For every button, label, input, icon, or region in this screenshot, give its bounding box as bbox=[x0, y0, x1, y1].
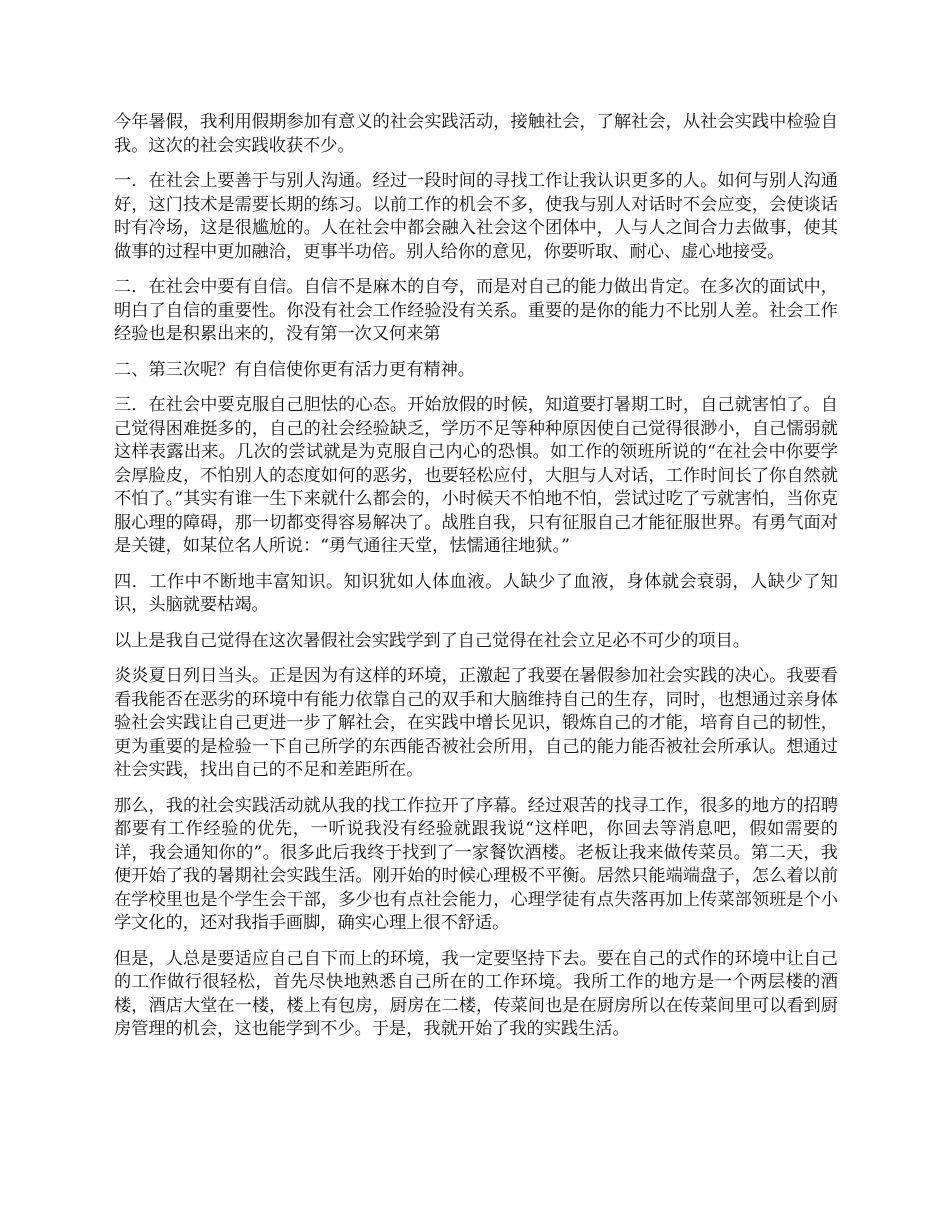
paragraph-motivation: 炎炎夏日列日当头。正是因为有这样的环境，正激起了我要在暑假参加社会实践的决心。我要看看我能否在恶劣的环境中有能力依靠自己的双手和大脑维持自己的生存，同时，也想通过亲身体验社会实践让自己更进一步了解社会，在实践中增长见识，锻炼自己的才能，培育自己的韧性，更为重要的是检验一下自己所学的东西能否被社会所用，自己的能力能否被社会所承认。想通过社会实践，找出自己的不足和差距所在。 bbox=[114, 666, 838, 780]
paragraph-point-1: 一．在社会上要善于与别人沟通。经过一段时间的寻找工作让我认识更多的人。如何与别人沟通好，这门技术是需要长期的练习。以前工作的机会不多，使我与别人对话时不会应变，会使谈话时有冷场，这是很尴尬的。人在社会中都会融入社会这个团体中，人与人之间合力去做事，使其做事的过程中更加融洽，更事半功倍。别人给你的意见，你要听取、耐心、虚心地接受。 bbox=[114, 171, 838, 262]
paragraph-point-4: 四．工作中不断地丰富知识。知识犹如人体血液。人缺少了血液，身体就会衰弱，人缺少了知识，头脑就要枯竭。 bbox=[114, 571, 838, 615]
paragraph-intro: 今年暑假，我利用假期参加有意义的社会实践活动，接触社会，了解社会，从社会实践中检验自我。这次的社会实践收获不少。 bbox=[114, 112, 838, 156]
paragraph-summary: 以上是我自己觉得在这次暑假社会实践学到了自己觉得在社会立足必不可少的项目。 bbox=[114, 630, 750, 651]
paragraph-job-search: 那么，我的社会实践活动就从我的找工作拉开了序幕。经过艰苦的找寻工作，很多的地方的招聘都要有工作经验的优先，一听说我没有经验就跟我说“这样吧，你回去等消息吧，假如需要的详，我会通知你的”。很多此后我终于找到了一家餐饮酒楼。老板让我来做传菜员。第二天，我便开始了我的暑期社会实践生活。刚开始的时候心理极不平衡。居然只能端端盘子，怎么着以前在学校里也是个学生会干部，多少也有点社会能力，心理学徒有点失落再加上传菜部领班是个小学文化的，还对我指手画脚，确实心理上很不舒适。 bbox=[114, 795, 838, 933]
document-body bbox=[114, 111, 838, 1054]
paragraph-point-3: 三．在社会中要克服自己胆怯的心态。开始放假的时候，知道要打暑期工时，自己就害怕了。自己觉得困难挺多的，自己的社会经验缺乏，学历不足等种种原因使自己觉得很渺小，自己懦弱就这样表露出来。几次的尝试就是为克服自己内心的恐惧。如工作的领班所说的“在社会中你要学会厚脸皮，不怕别人的态度如何的恶劣，也要轻松应付，大胆与人对话，工作时间长了你自然就不怕了。”其实有谁一生下来就什么都会的，小时候天不怕地不怕，尝试过吃了亏就害怕，当你克服心理的障碍，那一切都变得容易解决了。战胜自我，只有征服自己才能征服世界。有勇气面对是关键，如某位名人所说：“勇气通往天堂，怯懦通往地狱。” bbox=[114, 395, 838, 556]
paragraph-point-2-continued: 二、第三次呢？有自信使你更有活力更有精神。 bbox=[114, 359, 475, 380]
paragraph-adaptation: 但是，人总是要适应自己自下而上的环境，我一定要坚持下去。要在自己的式作的环境中让自己的工作做行很轻松，首先尽快地熟悉自己所在的工作环境。我所工作的地方是一个两层楼的酒楼，酒店大堂在一楼，楼上有包房，厨房在二楼，传菜间也是在厨房所以在传菜间里可以看到厨房管理的机会，这也能学到不少。于是，我就开始了我的实践生活。 bbox=[114, 948, 838, 1039]
paragraph-point-2: 二．在社会中要有自信。自信不是麻木的自夸，而是对自己的能力做出肯定。在多次的面试中，明白了自信的重要性。你没有社会工作经验没有关系。重要的是你的能力不比别人差。社会工作经验也是积累出来的，没有第一次又何来第 bbox=[114, 277, 838, 344]
